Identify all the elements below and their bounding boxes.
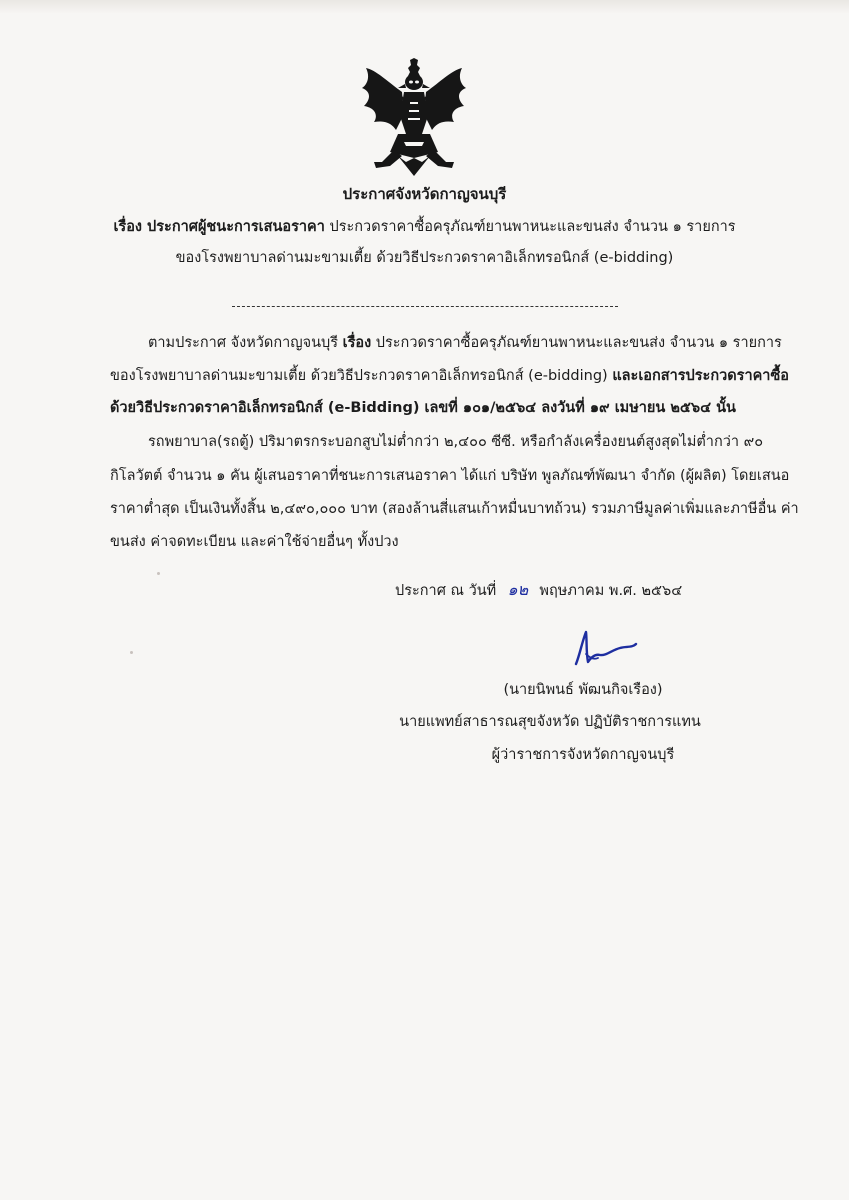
date-day-handwritten: ๑๒: [507, 580, 529, 599]
document-title: ประกาศจังหวัดกาญจนบุรี: [342, 185, 507, 203]
body-line-1-a: ตามประกาศ จังหวัดกาญจนบุรี: [148, 335, 343, 351]
signatory-position-2: ผู้ว่าราชการจังหวัดกาญจนบุรี: [491, 747, 675, 763]
date-prefix: ประกาศ ณ วันที่: [395, 583, 497, 599]
scan-speck: [157, 572, 160, 575]
subject-label: เรื่อง ประกาศผู้ชนะการเสนอราคา: [113, 219, 325, 235]
body-line-6: ราคาต่ำสุด เป็นเงินทั้งสิ้น ๒,๔๙๐,๐๐๐ บาท (สองล้านสี่แสนเก้าหมื่นบาทถ้วน) รวมภาษีมูลค่าเพิ่มและภาษีอื่น ค่า: [110, 501, 799, 517]
section-divider: [232, 306, 618, 307]
body-line-1-b: ประกวดราคาซื้อครุภัณฑ์ยานพาหนะและขนส่ง จำนวน ๑ รายการ: [371, 335, 782, 351]
body-line-2-a: ของโรงพยาบาลด่านมะขามเตี้ย ด้วยวิธีประกวดราคาอิเล็กทรอนิกส์ (e-bidding): [110, 368, 613, 384]
signatory-name: (นายนิพนธ์ พัฒนกิจเรือง): [503, 682, 663, 698]
scan-shadow: [0, 0, 849, 14]
body-line-2: [110, 366, 789, 386]
body-line-1-bold: เรื่อง: [342, 335, 372, 351]
body-line-7: ขนส่ง ค่าจดทะเบียน และค่าใช้จ่ายอื่นๆ ทั้งปวง: [110, 534, 399, 550]
date-suffix: พฤษภาคม พ.ศ. ๒๕๖๔: [539, 583, 683, 599]
body-line-2-bold: และเอกสารประกวดราคาซื้อ: [612, 368, 789, 384]
body-line-1: [148, 333, 782, 353]
garuda-emblem-icon: [358, 58, 470, 178]
body-line-5: กิโลวัตต์ จำนวน ๑ คัน ผู้เสนอราคาที่ชนะการเสนอราคา ได้แก่ บริษัท พูลภัณฑ์พัฒนา จำกัด (ผู้ผลิต) โดยเสนอ: [110, 468, 790, 484]
subject-line-2: ของโรงพยาบาลด่านมะขามเตี้ย ด้วยวิธีประกวดราคาอิเล็กทรอนิกส์ (e-bidding): [175, 250, 674, 266]
handwritten-signature-icon: [566, 624, 642, 670]
scan-speck: [130, 651, 133, 654]
signatory-position-1: นายแพทย์สาธารณสุขจังหวัด ปฏิบัติราชการแทน: [399, 714, 701, 730]
subject-text: ประกวดราคาซื้อครุภัณฑ์ยานพาหนะและขนส่ง จำนวน ๑ รายการ: [324, 219, 736, 235]
announcement-date: [395, 580, 682, 601]
subject-line-1: [0, 217, 849, 237]
body-line-4: รถพยาบาล(รถตู้) ปริมาตรกระบอกสูบไม่ต่ำกว่า ๒,๔๐๐ ซีซี. หรือกำลังเครื่องยนต์สูงสุดไม่ต่ำกว่า ๙๐: [148, 434, 764, 450]
body-line-3: ด้วยวิธีประกวดราคาอิเล็กทรอนิกส์ (e-Bidding) เลขที่ ๑๐๑/๒๕๖๔ ลงวันที่ ๑๙ เมษายน ๒๕๖๔ นั้น: [110, 400, 736, 416]
